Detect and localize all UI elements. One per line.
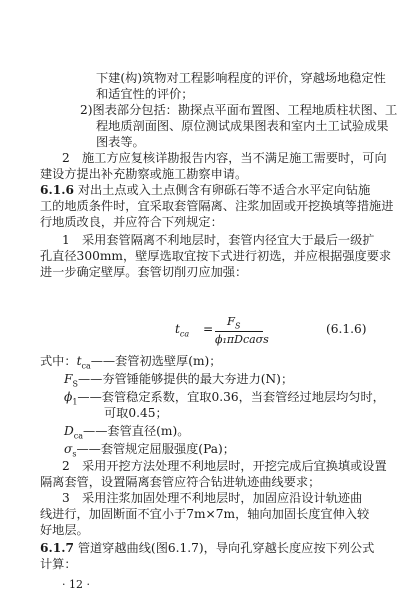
formula-equals: =: [203, 322, 214, 336]
text-line-23: 3 采用注浆加固处理不利地层时，加固应沿设计轨迹曲: [62, 491, 363, 505]
formula-6-1-6: [175, 314, 269, 348]
text-line-6: 2 施工方应复核详勘报告内容，当不满足施工需要时，可向: [62, 151, 387, 165]
fraction-bar: [215, 331, 263, 332]
text-line-12: 孔直径300mm，壁厚选取宜按下式进行初选，并应根据强度要求: [40, 249, 392, 263]
text-line-4: 程地质剖面图、原位测试成果图表和室内土工试验成果: [96, 119, 389, 133]
text-line-8: 对出土点或入土点侧含有卵砾石等不适合水平定向钻施: [77, 183, 371, 197]
section-number: 6.1.6: [40, 183, 74, 197]
text-line-22: 隔离套管，设置隔离套管应符合钻进轨迹曲线要求；: [40, 475, 321, 489]
clause-6-1-7: [40, 540, 374, 556]
symbol-def-phi-cont: 可取0.45；: [104, 406, 168, 420]
clause-6-1-6: [40, 182, 370, 198]
text-line-25: 好地层。: [40, 523, 89, 537]
section-number: 6.1.7: [40, 541, 74, 555]
text-line-26: 管道穿越曲线(图6.1.7)，导向孔穿越长度应按下列公式: [77, 541, 375, 555]
text-line-2: 和适宜性的评价；: [96, 87, 194, 101]
text-line-11: 1 采用套管隔离不利地层时，套管内径宜大于最后一级扩: [62, 233, 375, 247]
formula-numerator: $F_S$: [227, 314, 241, 331]
symbol-def-d: $D_{ca}——$套管直径(m)。: [64, 424, 190, 441]
text-line-21: 2 采用开挖方法处理不利地层时，开挖完成后宜换填或设置: [62, 459, 387, 473]
equation-number: (6.1.6): [326, 322, 367, 336]
text-line-3: 2)图表部分包括：勘探点平面布置图、工程地质柱状图、工: [80, 103, 398, 117]
text-line-7: 建设方提出补充勘察或施工勘察申请。: [40, 167, 248, 181]
page-number: · 12 ·: [62, 578, 90, 591]
text-line-13: 进一步确定壁厚。套管切削刃应加强：: [40, 265, 248, 279]
text-line-9: 工的地质条件时，宜采取套管隔离、注浆加固或开挖换填等措施进: [40, 199, 394, 213]
symbol-def-f: $F_S——$夯管锤能够提供的最大夯进力(N)；: [64, 372, 294, 389]
text-line-5: 图表等。: [96, 135, 145, 149]
symbol-def-sigma: $\sigma_s——$套管规定屈服强度(Pa)；: [64, 442, 235, 459]
text-line-1: 下建(构)筑物对工程影响程度的评价，穿越场地稳定性: [96, 71, 386, 85]
text-line-27: 计算：: [40, 557, 77, 571]
formula-denominator: ϕ₁πDcaσs: [215, 333, 269, 346]
text-line-10: 行地质改良，并应符合下列规定：: [40, 215, 223, 229]
symbol-def-phi: $\phi_1——$套管稳定系数，宜取0.36，当套管经过地层均匀时，: [64, 390, 385, 407]
formula-lhs: $t_{ca}$: [175, 322, 190, 339]
text-line-24: 线进行，加固断面不宜小于7m×7m，轴向加固长度宜伸入较: [40, 507, 370, 521]
symbol-def-t: 式中：$t_{ca}——$套管初选壁厚(m)；: [40, 354, 222, 371]
